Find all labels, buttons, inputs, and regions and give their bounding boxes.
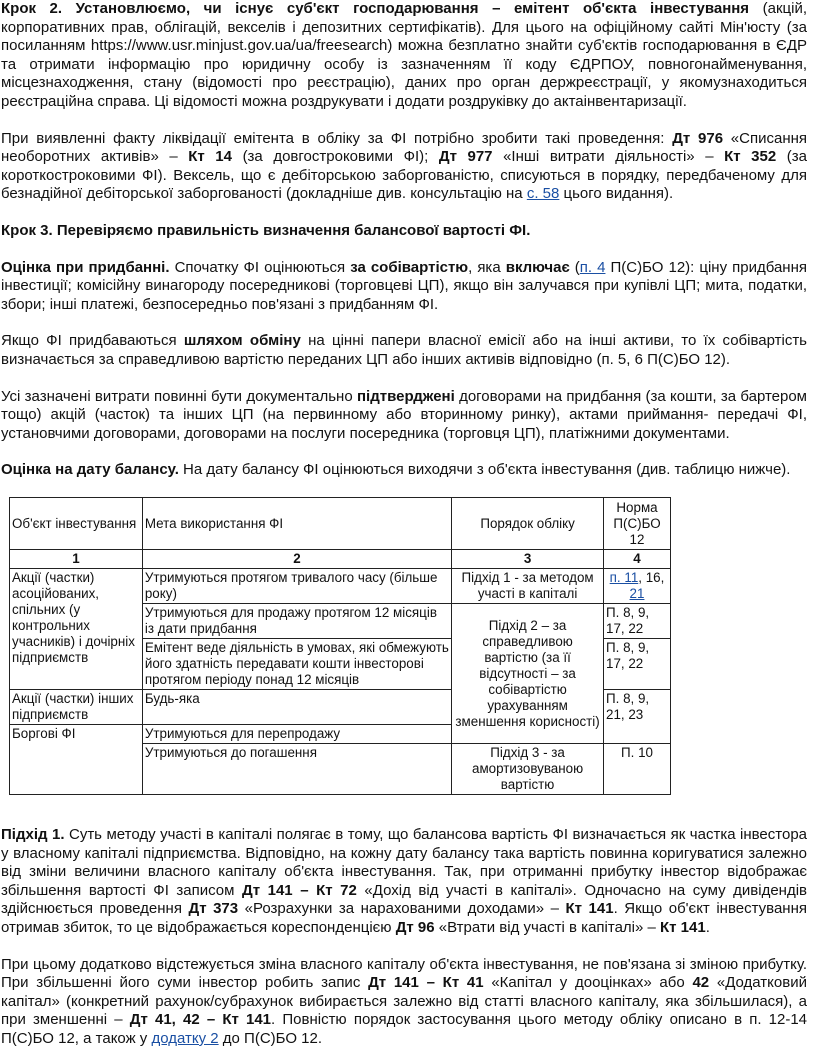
approach1-paragraph (1, 826, 807, 938)
liquidation-paragraph (1, 130, 807, 204)
equity-text-5: до П(С)БО 12. (222, 1029, 323, 1047)
clause-11-link[interactable]: п. 11 (609, 570, 639, 585)
row4-object: Акції (частки) інших підприємств (10, 690, 143, 725)
account-kt14: Кт 14 (188, 148, 232, 166)
fi-valuation-table (9, 497, 671, 795)
row6-purpose: Утримуються до погашення (142, 744, 451, 795)
confirm-bold: підтверджені (356, 387, 455, 405)
approach1-bold-1: Дт 141 – Кт 72 (242, 881, 357, 899)
confirm-paragraph (1, 388, 807, 444)
liquidation-text-4: «Інші витрати діяльності» – (503, 148, 714, 166)
header-object: Об'єкт інвестування (10, 498, 143, 550)
account-kt352: Кт 352 (724, 148, 777, 166)
exchange-text-2: на цінні папери власної емісії або на інші активи, то їх собівартість визначається за справедливою вартістю переданих ЦП або інших активів відповідно (п. 5, 6 П(С)БО 12). (1, 332, 807, 368)
lower-text (0, 826, 807, 1049)
liquidation-text-3: (за довгостроковими ФІ); (242, 148, 429, 166)
approach1-text-3: «Розрахунки за нарахованими доходами» – (244, 900, 559, 918)
approach1-bold-2: Дт 373 (188, 900, 239, 918)
acquisition-paragraph (1, 259, 807, 315)
row2-purpose: Утримуються для продажу протягом 12 місяців із дати придбання (142, 604, 451, 639)
col-number-3: 3 (452, 550, 604, 569)
row1-purpose: Утримуються протягом тривалого часу (більше року) (142, 569, 451, 604)
row6-norm: П. 10 (604, 744, 671, 795)
approach1-text-5: «Втрати від участі в капіталі» – (438, 918, 656, 936)
approach1-text-4: . Якщо об'єкт інвестування отримав збиток, то це відображається кореспонденцією (1, 900, 807, 936)
table-header-row (10, 498, 671, 550)
row3-norm: П. 8, 9, 17, 22 (604, 639, 671, 690)
exchange-paragraph (1, 332, 807, 369)
equity-bold-1: Дт 141 – Кт 41 (368, 974, 484, 992)
acquisition-text-1: Спочатку ФІ оцінюються (174, 258, 346, 276)
approach1-bold-4: Дт 96 (395, 918, 435, 936)
header-method: Порядок обліку (452, 498, 604, 550)
header-norm: Норма П(С)БО 12 (604, 498, 671, 550)
exchange-text-1: Якщо ФІ придбаваються (1, 332, 177, 350)
row2-norm: П. 8, 9, 17, 22 (604, 604, 671, 639)
liquidation-text-6: цього видання). (563, 185, 674, 203)
header-purpose: Мета використання ФІ (142, 498, 451, 550)
row4-purpose: Будь-яка (142, 690, 451, 725)
acquisition-text-3: ( (574, 258, 580, 276)
row5-object: Боргові ФІ (10, 725, 143, 795)
equity-paragraph (1, 956, 807, 1049)
row1-norm-mid: , 16, (638, 570, 665, 585)
method2-cell: Підхід 2 – за справедливою вартістю (за її відсутності – за собівартістю урахуванням зменшення корисності) (452, 604, 604, 744)
table-number-row (10, 550, 671, 569)
col-number-4: 4 (604, 550, 671, 569)
step2-text: (акцій, корпоративних прав, облігацій, векселів і депозитних сертифікатів). Для цього на офіційному сайті Мін'юсту (за посиланням https://www.usr.minjust.gov.ua/ua/freesearch) можна безплатно знайти суб'єктів господарювання в ЄДР та отримати інформацію про юридичну особу із зазначенням її коду ЄДРПОУ, повногонайменування, місцезнаходження, стану (відомості про реєстрацію), даних про орган держреєстрації, у якомузнаходиться реєстраційна справа. Ці відомості можна роздрукувати і додати роздруківку до актаінвентаризації. (1, 0, 807, 110)
acquisition-label: Оцінка при придбанні. (1, 258, 170, 276)
confirm-text-2: договорами на придбання (за кошти, за бартером тощо) акцій (часток) та інших ЦП (на первинному або вторинному ринку), актами приймання- передачі ФІ, установчими договорами, договорами на послуги посередника (торговця ЦП), платіжними документами. (1, 387, 807, 442)
table-row (10, 569, 671, 604)
approach1-bold-5: Кт 141 (660, 918, 706, 936)
equity-text-4: . Повністю порядок застосування цього методу обліку описано в п. 12-14 П(С)БО 12, а також у (1, 1011, 808, 1047)
approach1-text-2: «Дохід від участі в капіталі». Одночасно на суму дивідендів здійснюється проведення (1, 881, 807, 918)
approach1-label: Підхід 1. (1, 826, 65, 843)
acquisition-bold-1: за собівартістю (350, 258, 469, 276)
clause-4-link[interactable]: п. 4 (579, 258, 606, 276)
equity-bold-2: 42 (692, 974, 710, 992)
approach1-text-1: Суть методу участі в капіталі полягає в тому, що балансова вартість ФІ визначається як частка інвестора у власному капіталі підприємства. Відповідно, на кожну дату балансу така вартість повинна коригуватися залежно від зміни величини власного капіталу об'єкта інвестування. Так, при отриманні прибутку інвестор відображає збільшення вартості ФІ записом (1, 826, 808, 899)
balance-date-text: На дату балансу ФІ оцінюються виходячи з об'єкта інвестування (див. таблицю нижче). (183, 461, 791, 479)
step3-text: Перевіряємо правильність визначення балансової вартості ФІ. (56, 221, 531, 239)
liquidation-text-2: «Списання необоротних активів» – (1, 129, 808, 166)
document-page (0, 0, 807, 480)
equity-text-3: «Додатковий капітал» (конкретний рахунок/субрахунок вибирається залежно від статті власного капіталу, яка збільшилася), а при зменшенні – (1, 974, 807, 1029)
col-number-1: 1 (10, 550, 143, 569)
liquidation-text-1: При виявленні факту ліквідації емітента в обліку за ФІ потрібно зробити такі проведення: (1, 129, 665, 147)
approach1-text-6: . (705, 918, 710, 936)
row4-norm: П. 8, 9, 21, 23 (604, 690, 671, 744)
account-dt976: Дт 976 (672, 129, 724, 147)
approach1-bold-3: Кт 141 (565, 900, 614, 918)
balance-date-label: Оцінка на дату балансу. (1, 461, 179, 479)
exchange-bold: шляхом обміну (183, 332, 301, 350)
acquisition-text-4: П(С)БО 12): ціну придбання інвестиції; комісійну винагороду посередникові (торговцеві ЦП), якщо він залучався при купівлі ЦП; мита, податки, збори; інші платежі, безпосередньо пов'язані з придбанням ФІ. (1, 258, 807, 313)
page-58-link[interactable]: с. 58 (526, 185, 560, 203)
acquisition-bold-2: включає (505, 258, 570, 276)
account-dt977: Дт 977 (438, 148, 493, 166)
confirm-text-1: Усі зазначені витрати повинні бути документально (1, 387, 353, 405)
equity-text-2: «Капітал у дооцінках» або (491, 974, 685, 992)
equity-bold-3: Дт 41, 42 – Кт 141 (129, 1011, 272, 1029)
balance-date-paragraph (1, 461, 807, 480)
equity-text-1: При цьому додатково відстежується зміна власного капіталу об'єкта інвестування, не пов'язана зі зміною прибутку. При збільшенні його суми інвестор робить запис (1, 955, 807, 992)
row1-object: Акції (частки) асоційованих, спільних (у контрольних учасників) і дочірніх підприємств (10, 569, 143, 690)
step2-label: Крок 2. (1, 0, 63, 17)
clause-21-link[interactable]: 21 (629, 586, 645, 601)
col-number-2: 2 (142, 550, 451, 569)
row5-purpose: Утримуються для перепродажу (142, 725, 451, 744)
acquisition-text-2: , яка (468, 258, 501, 276)
liquidation-text-5: (за короткостроковими ФІ). Вексель, що є дебіторською заборгованістю, списуються в порядку, передбаченому для безнадійної дебіторської заборгованості (докладніше див. консультацію на (1, 148, 807, 203)
row3-purpose: Емітент веде діяльність в умовах, які обмежують його здатність передавати кошти інвесторові протягом періоду понад 12 місяців (142, 639, 451, 690)
step2-paragraph (1, 0, 807, 112)
row1-method: Підхід 1 - за методом участі в капіталі (452, 569, 604, 604)
row6-method: Підхід 3 - за амортизовуваною вартістю (452, 744, 604, 795)
appendix-2-link[interactable]: додатку 2 (151, 1029, 219, 1047)
step3-heading (1, 222, 807, 241)
step3-label: Крок 3. (1, 221, 53, 239)
step2-bold-text: Установлюємо, чи існує суб'єкт господарювання – емітент об'єкта інвестування (75, 0, 750, 17)
row1-norm (604, 569, 671, 604)
